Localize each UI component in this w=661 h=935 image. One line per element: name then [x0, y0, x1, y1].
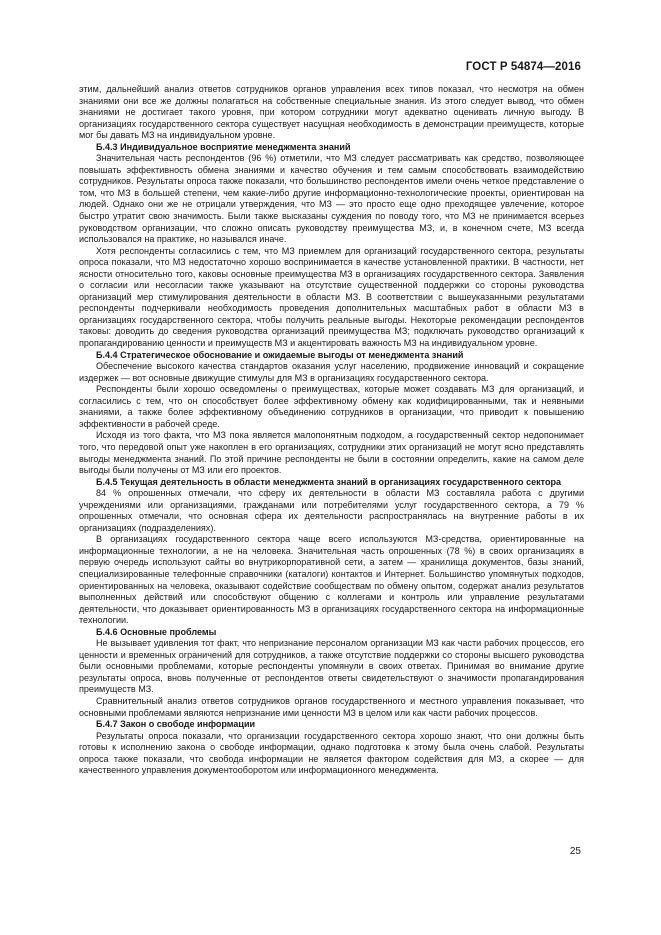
paragraph: Респонденты были хорошо осведомлены о преимуществах, которые может создавать МЗ для организаций, и согласились с тем, что он способствует более эффективному обмену как кодифицированными, так и неявными знаниями, а также более эффективному объединению сотрудников в организации, что приводит к повышению эффективности в рабочей среде. — [79, 384, 584, 429]
paragraph: 84 % опрошенных отмечали, что сферу их деятельности в области МЗ составляла работа с другими учреждениями или организациями, гражданами или потребителями услуг государственного сектора, а 79 % опрошенных отмечали, что основная сфера их деятельности распространялась на внутренние работы в их организациях (подразделениях). — [79, 488, 584, 533]
paragraph: В организациях государственного сектора чаще всего используются МЗ-средства, ориентированные на информационные технологии, а не на человека. Значительная часть опрошенных (78 %) в своих организациях в первую очередь используют сайты во внутрикорпоративной сети, а затем — хранилища документов, базы знаний, специализированные телефонные справочники (каталоги) контактов и Интернет. Большинство упомянутых подходов, ориентированных на человека, оказывают содействие сообществам по обмену опытом, содержат анализ результатов выполненных действий или способствуют общению с коллегами и контроль или управление результатами деятельности, что доказывает ориентированность МЗ в организациях государственного сектора на информационные технологии. — [79, 534, 584, 626]
section-heading: Б.4.3 Индивидуальное восприятие менеджмента знаний — [96, 141, 351, 152]
standard-designation: ГОСТ Р 54874—2016 — [465, 61, 581, 73]
paragraph: Результаты опроса показали, что организации государственного сектора хорошо знают, что они должны быть готовы к исполнению закона о свободе информации, однако подготовка к этому была очень слабой. Результаты опроса также показали, что свобода информации не является фактором содействия для МЗ, а скорее — для качественного управления документооборотом или информационного менеджмента. — [79, 730, 584, 776]
section-heading: Б.4.6 Основные проблемы — [96, 626, 217, 637]
paragraph: Хотя респонденты согласились с тем, что МЗ приемлем для организаций государственного сектора, результаты опроса показали, что МЗ недостаточно хорошо воспринимается в качестве установленной практики. В частности, нет ясности относительно того, каковы основные преимущества МЗ в организациях государственного сектора. Заявления о согласии или несогласии также указывают на отсутствие существенной поддержки со стороны руководства организаций мер стимулирования деятельности в области МЗ. В соответствии с вышеуказанными результатами респонденты подчеркивали необходимость проведения дополнительных масштабных работ в области МЗ в организациях государственного сектора, чтобы получить реальные выгоды. Некоторые рекомендации респондентов таковы: доводить до сведения руководства организаций преимущества МЗ; подключать руководство организаций к пропагандированию ценности и преимуществ МЗ и акцентировать важность МЗ на индивидуальном уровне. — [79, 245, 584, 349]
section-heading: Б.4.7 Закон о свободе информации — [96, 719, 256, 730]
section-heading: Б.4.4 Стратегическое обоснование и ожидаемые выгоды от менеджмента знаний — [96, 349, 464, 360]
paragraph: этим, дальнейший анализ ответов сотрудников органов управления всех типов показал, что несмотря на обмен знаниями они все же должны полагаться на собственные специальные знания. Из этого следует вывод, что обмен знаниями не достигает такого уровня, при котором сотрудники могут адекватно оценивать личную выгоду. В организациях государственного сектора существует насущная необходимость в демонстрации преимуществ, которые мог бы давать МЗ на индивидуальном уровне. — [79, 84, 584, 141]
page-number: 25 — [569, 846, 581, 857]
paragraph: Обеспечение высокого качества стандартов оказания услуг населению, продвижение инноваций и сокращение издержек — вот основные движущие стимулы для МЗ в организациях государственного сектора. — [79, 361, 584, 383]
paragraph: Не вызывает удивления тот факт, что непризнание персоналом организации МЗ как части рабочих процессов, его ценности и временных ограничений для сотрудников, а также отсутствие поддержки со стороны высшего руководства были основными проблемами, которые респонденты упомянули в своих ответах. Принимая во внимание другие результаты опроса, вновь полученные от респондентов ответы свидетельствуют о значимости пропагандирования преимуществ МЗ. — [79, 638, 584, 695]
section-heading: Б.4.5 Текущая деятельность в области менеджмента знаний в организациях государственного сектора — [96, 476, 562, 487]
document-body — [79, 84, 584, 777]
paragraph: Сравнительный анализ ответов сотрудников органов государственного и местного управления показывает, что основными проблемами являются непризнание ими ценности МЗ в целом или как части рабочих процессов. — [79, 695, 584, 718]
paragraph: Значительная часть респондентов (96 %) отметили, что МЗ следует рассматривать как средство, позволяющее повышать эффективность обмена знаниями и качество обучения и тем самым способствовать взаимодействию сотрудников. Результаты опроса также показали, что большинство респондентов имели очень четкое представление о том, что МЗ в большей степени, чем какие-либо другие информационно-технологические проекты, ориентирован на людей. Однако они же не отрицали утверждения, что МЗ — это просто еще одно преходящее увлечение, которое быстро утратит свою значимость. Были также высказаны суждения по поводу того, что МЗ не принимается всерьез руководством организации, что сложно описать руководству преимущества МЗ, и, в конечном счете, МЗ всегда использовался на практике, но назывался иначе. — [79, 153, 584, 245]
paragraph: Исходя из того факта, что МЗ пока является малопонятным подходом, а государственный сектор недопонимает того, что передовой опыт уже накоплен в его организациях, сотрудники этих организаций не могут ясно представлять выгоды менеджмента знаний. По этой причине респонденты не были в состоянии определить, какие на самом деле выгоды были получены от МЗ или его проектов. — [79, 430, 584, 476]
